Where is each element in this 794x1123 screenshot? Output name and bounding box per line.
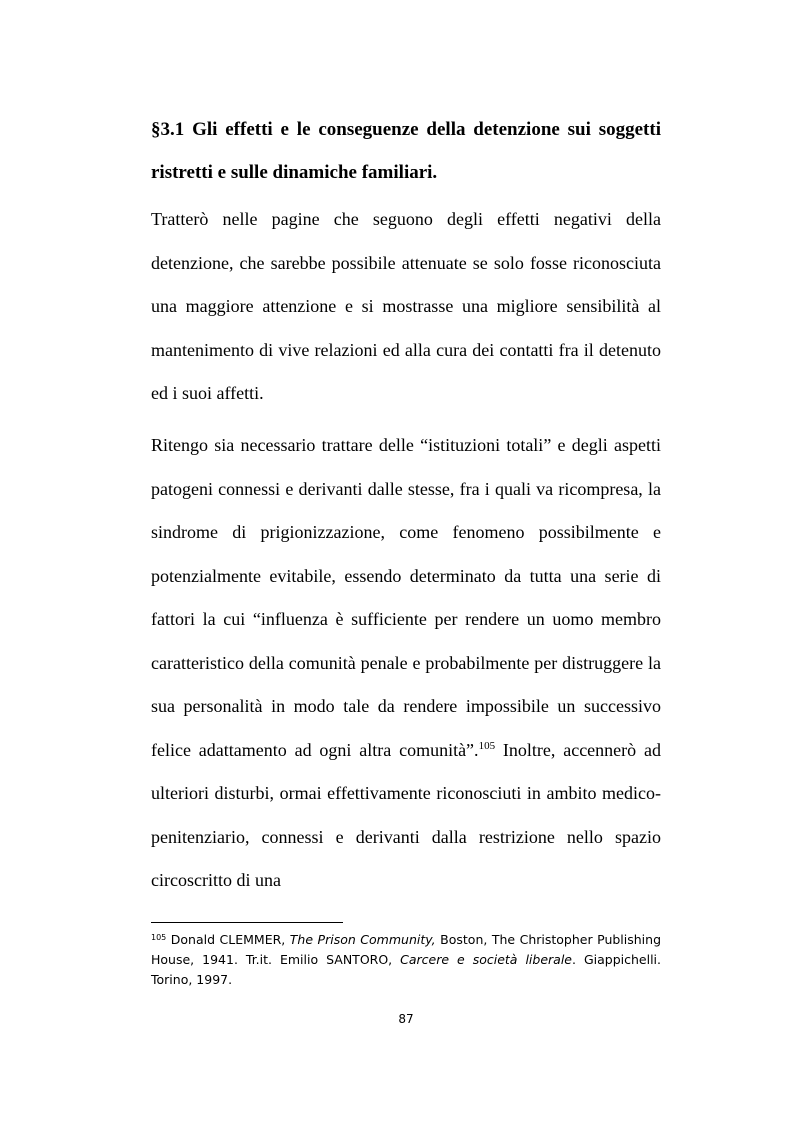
page-number: 87 [398, 1012, 414, 1026]
body-paragraph-1: Tratterò nelle pagine che seguono degli effetti negativi della detenzione, che sarebbe possibile attenuate se solo fosse riconosciuta una maggiore attenzione e si mostrasse una migliore sensibilità al mantenimento di vive relazioni ed alla cura dei contatti fra il detenuto ed i suoi affetti. [151, 209, 661, 403]
footnote-author: Donald CLEMMER, [166, 932, 290, 947]
body-paragraph-2 [151, 424, 661, 903]
footnote-rest: . Giappichelli. Torino, 1997. [151, 952, 661, 987]
footnote-number: 105 [151, 933, 167, 942]
footnote-publisher: Boston, The Christopher Publishing House, 1941. Tr.it. Emilio SANTORO, [151, 932, 662, 967]
footnote-title-translation: Carcere e società liberale [400, 952, 572, 967]
paragraph-2-text-b: Inoltre, accennerò ad ulteriori disturbi, ormai effettivamente riconosciuti in ambito medico-penitenziario, connessi e derivanti dalla restrizione nello spazio circoscritto di una [151, 739, 661, 890]
paragraph-2-text-a: Ritengo sia necessario trattare delle “istituzioni totali” e degli aspetti patogeni connessi e derivanti dalle stesse, fra i quali va ricompresa, la sindrome di prigionizzazione, come fenomeno possibilmente e potenzialmente evitabile, essendo determinato da tutta una serie di fattori la cui “influenza è sufficiente per rendere un uomo membro caratteristico della comunità penale e probabilmente per distruggere la sua personalità in modo tale da rendere impossibile un successivo felice adattamento ad ogni altra comunità”. [151, 435, 661, 760]
footnote-title-original: The Prison Community, [289, 932, 436, 947]
footnote-reference[interactable]: 105 [478, 739, 496, 752]
footnote-separator [151, 922, 343, 923]
footnote [151, 930, 661, 990]
section-heading: §3.1 Gli effetti e le conseguenze della detenzione sui soggetti ristretti e sulle dinamiche familiari. [151, 119, 661, 183]
